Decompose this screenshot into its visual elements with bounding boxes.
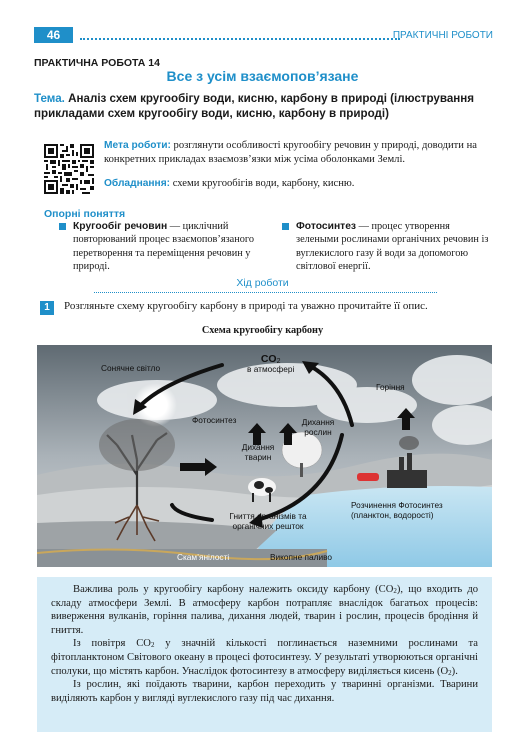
page-number: 46 <box>34 27 73 43</box>
goal-label: Мета роботи: <box>104 140 171 151</box>
section-label: ПРАКТИЧНІ РОБОТИ <box>392 30 493 41</box>
paragraph-3: Із рослин, які поїдають тварини, карбон переходить у тваринні організми. Тварини виділяють карбон у вигляді вуглекислого газу під час дихання. <box>51 679 478 704</box>
header-divider <box>80 38 400 40</box>
bullet-square-icon <box>282 223 289 230</box>
p1-text-a: Важлива роль у кругообігу карбону належить оксиду карбону (CO <box>73 584 394 595</box>
description-box <box>37 577 492 732</box>
scheme-title: Схема кругообігу карбону <box>201 325 324 336</box>
concept-definition: — циклічний повторюваний процес взаємопов’язаного перетворення та переміщення речовин у природі. <box>73 221 254 273</box>
step-text: Розгляньте схему кругообігу карбону в природі та уважно прочитайте її опис. <box>64 300 428 312</box>
qr-code-icon[interactable] <box>44 144 94 194</box>
topic <box>34 92 494 121</box>
p2-subscript: 2 <box>150 641 155 650</box>
p2-text-c: ). <box>451 665 458 677</box>
topic-text: Аналіз схем кругообігу води, кисню, карбону в природі (ілюстрування прикладами схем кругообігу води, кисню, карбону в природі) <box>34 92 475 120</box>
concepts-heading: Опорні поняття <box>44 208 126 220</box>
photosynthesis-label: Фотосинтез <box>192 415 237 425</box>
p2-subscript-2: 2 <box>448 668 452 677</box>
concept-definition: — процес утворення зелеными рослинами органічних речовин із вуглекислого газу й води за допомогою світлової енергії. <box>296 221 489 273</box>
procedure-divider <box>94 292 437 293</box>
fossils-label: Скам’янілості <box>177 552 230 562</box>
co2-subscript: 2 <box>276 358 281 365</box>
dissolution-label: Розчинення Фотосинтез (планктон, водорості) <box>351 500 443 520</box>
step-number-badge: 1 <box>40 301 54 315</box>
p2-text-b: у значній кількості поглинається наземними рослинами та фітопланктоном Світового океану в процесі фотосинтезу. У результаті утворюються органічні сполуки, що містять карбон. Унаслідок фотосинтезу в атмосферу виділяється кисень (O <box>51 638 478 677</box>
sunlight-label: Сонячне світло <box>101 363 161 373</box>
concept-term: Фотосинтез <box>296 221 357 232</box>
p1-subscript: 2 <box>393 587 397 595</box>
plant-respiration-label: Дихання рослин <box>301 417 335 437</box>
p1-text-b: ), що входить до складу атмосфери Землі. В атмосферу карбон потрапляє внаслідок багатьох процесів: виверження вулканів, горіння палива, дихання людей, тварин і рослин, процесів бродіння й гниття. <box>51 584 479 636</box>
co2-atmosphere-label <box>247 355 294 374</box>
procedure-heading: Хід роботи <box>236 277 289 289</box>
equipment-text: схеми кругообігів води, карбону, кисню. <box>172 178 355 189</box>
bullet-square-icon <box>59 223 66 230</box>
concept-cycle <box>73 220 263 274</box>
goal <box>104 139 499 166</box>
equipment-label: Обладнання: <box>104 178 171 189</box>
work-label: ПРАКТИЧНА РОБОТА 14 <box>34 57 160 69</box>
goal-text: розглянути особливості кругообігу речовин у природі, доводити на конкретних прикладах взаємозв’язки між усіма оболонками Землі. <box>104 140 477 165</box>
concept-photosynthesis <box>296 220 492 274</box>
p2-text-a: Із повітря CO <box>73 638 151 650</box>
animal-respiration-label: Дихання тварин <box>241 442 275 462</box>
equipment <box>104 177 499 191</box>
co2-formula: CO <box>260 353 277 365</box>
page-title: Все з усім взаємопов’язане <box>166 68 359 84</box>
concept-term: Кругообіг речовин <box>73 221 168 232</box>
decay-label: Гниття організмів та органічних решток <box>229 511 307 531</box>
carbon-cycle-diagram <box>37 345 492 567</box>
combustion-label: Горіння <box>376 382 405 392</box>
paragraph-1 <box>51 583 478 637</box>
fossil-fuel-label: Викопне паливо <box>270 552 333 562</box>
paragraph-2 <box>51 637 478 678</box>
topic-label: Тема. <box>34 92 65 105</box>
co2-atmosphere-text: в атмосфері <box>247 363 295 374</box>
